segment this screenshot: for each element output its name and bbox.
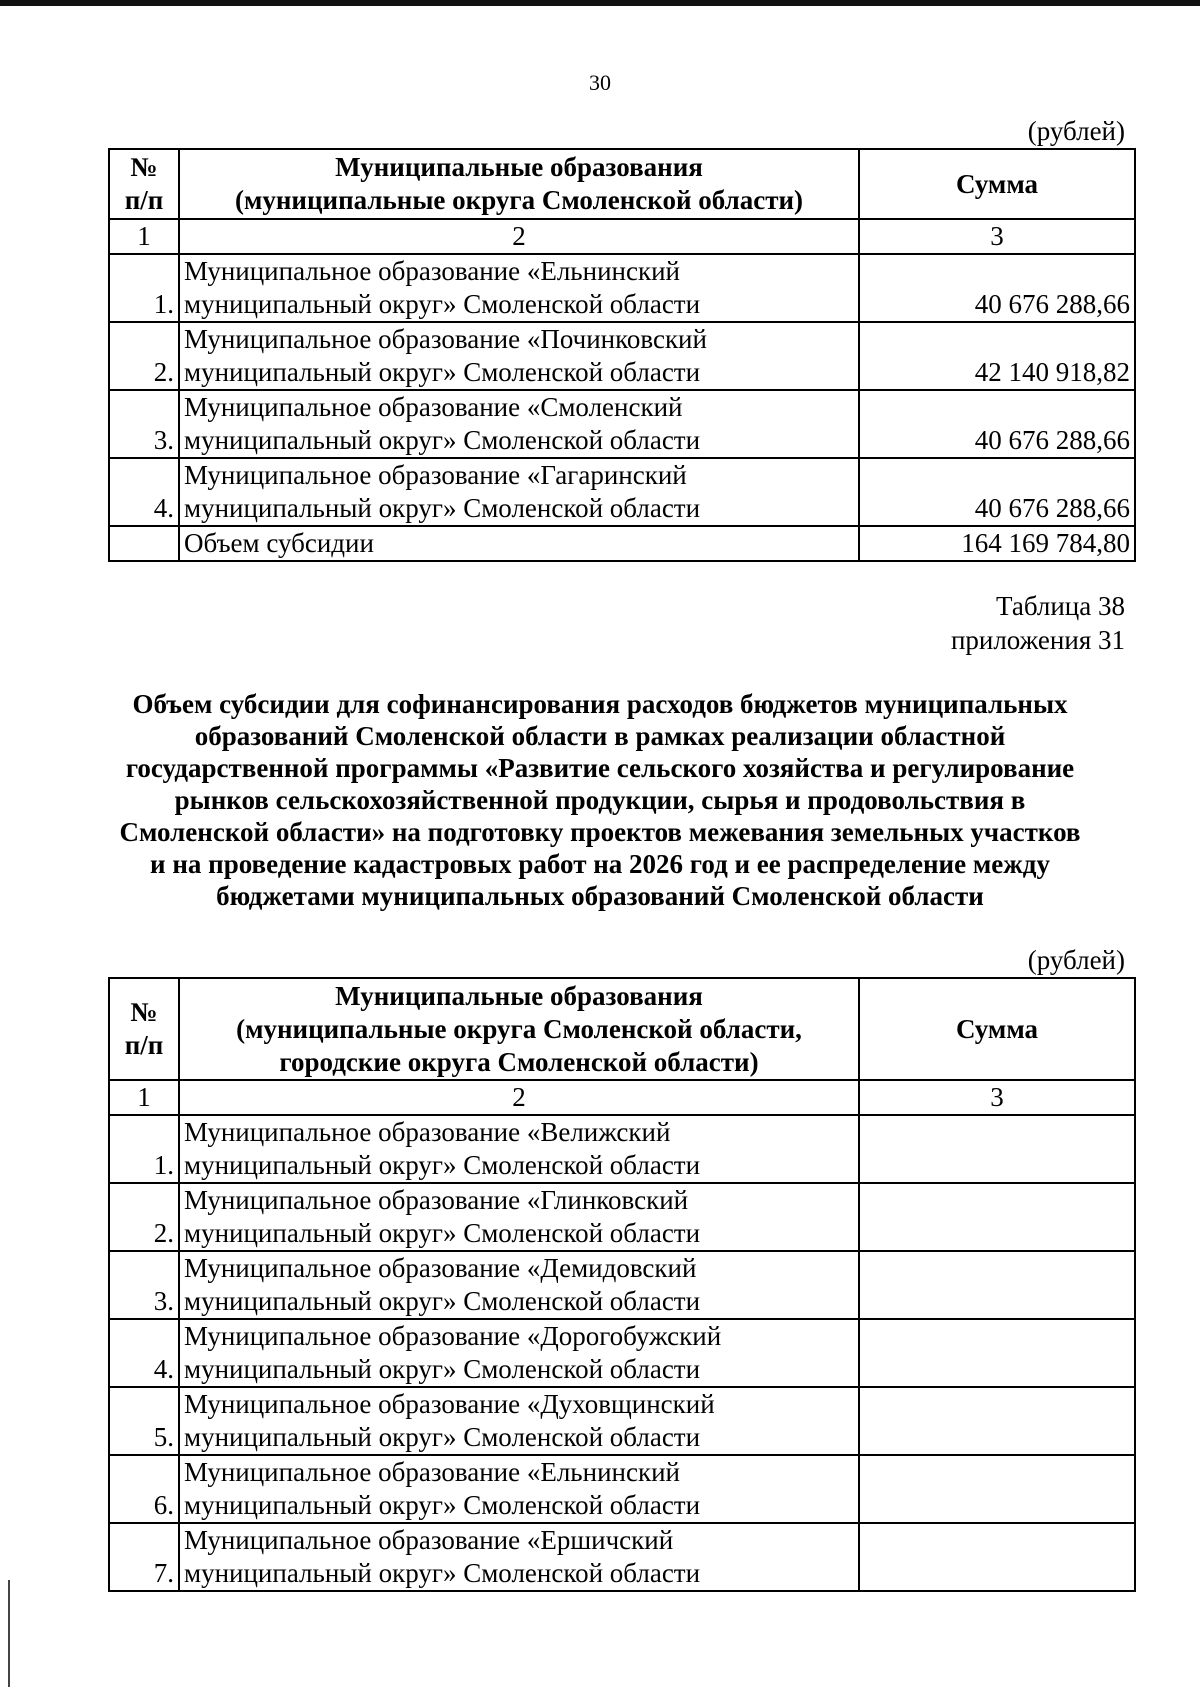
row-sum — [859, 1319, 1135, 1387]
scan-left-mark — [8, 1580, 10, 1687]
table1-index-2: 2 — [179, 219, 859, 254]
table1-header-num: № п/п — [109, 149, 179, 219]
row-name: Муниципальное образование «Починковский муниципальный округ» Смоленской области — [179, 322, 859, 390]
row-name: Муниципальное образование «Ельнинский муниципальный округ» Смоленской области — [179, 254, 859, 322]
row-name: Муниципальное образование «Велижский муниципальный округ» Смоленской области — [179, 1115, 859, 1183]
scan-top-border — [0, 0, 1200, 6]
row-sum — [859, 1251, 1135, 1319]
row-number: 5. — [109, 1387, 179, 1455]
total-label: Объем субсидии — [179, 526, 859, 561]
row-number: 4. — [109, 1319, 179, 1387]
row-number: 6. — [109, 1455, 179, 1523]
row-sum: 40 676 288,66 — [859, 390, 1135, 458]
table-row — [109, 322, 1135, 390]
row-name: Муниципальное образование «Ершичский муниципальный округ» Смоленской области — [179, 1523, 859, 1591]
table2-index-2: 2 — [179, 1080, 859, 1115]
row-number: 1. — [109, 1115, 179, 1183]
row-name: Муниципальное образование «Демидовский муниципальный округ» Смоленской области — [179, 1251, 859, 1319]
page-number: 30 — [589, 70, 611, 95]
row-number: 7. — [109, 1523, 179, 1591]
table-row — [109, 1523, 1135, 1591]
table1-index-1: 1 — [109, 219, 179, 254]
row-name: Муниципальное образование «Ельнинский муниципальный округ» Смоленской области — [179, 1455, 859, 1523]
row-sum: 40 676 288,66 — [859, 254, 1135, 322]
table-row — [109, 254, 1135, 322]
row-name: Муниципальное образование «Гагаринский муниципальный округ» Смоленской области — [179, 458, 859, 526]
table2 — [108, 977, 1136, 1592]
table2-unit: (рублей) — [1027, 945, 1125, 975]
row-sum — [859, 1115, 1135, 1183]
total-empty-cell — [109, 526, 179, 561]
table2-index-1: 1 — [109, 1080, 179, 1115]
row-number: 2. — [109, 1183, 179, 1251]
row-number: 4. — [109, 458, 179, 526]
row-name: Муниципальное образование «Смоленский муниципальный округ» Смоленской области — [179, 390, 859, 458]
total-sum: 164 169 784,80 — [859, 526, 1135, 561]
row-sum — [859, 1183, 1135, 1251]
document-title: Объем субсидии для софинансирования расходов бюджетов муниципальных образований Смоленской области в рамках реализации областной государственной программы «Развитие сельского хозяйства и регулирование рынков сельскохозяйственной продукции, сырья и продовольствия в Смоленской области» на подготовку проектов межевания земельных участков и на проведение кадастровых работ на 2026 год и ее распределение между бюджетами муниципальных образований Смоленской области — [119, 689, 1081, 911]
table-row — [109, 1183, 1135, 1251]
row-name: Муниципальное образование «Дорогобужский муниципальный округ» Смоленской области — [179, 1319, 859, 1387]
table-row — [109, 1455, 1135, 1523]
table-row — [109, 1319, 1135, 1387]
table-reference — [951, 589, 1125, 657]
table2-header-row — [109, 978, 1135, 1080]
row-sum — [859, 1387, 1135, 1455]
table1-index-3: 3 — [859, 219, 1135, 254]
table-row — [109, 1115, 1135, 1183]
row-sum — [859, 1523, 1135, 1591]
table2-header-name: Муниципальные образования (муниципальные округа Смоленской области, городские округа Смоленской области) — [179, 978, 859, 1080]
row-name: Муниципальное образование «Духовщинский муниципальный округ» Смоленской области — [179, 1387, 859, 1455]
table-row — [109, 1387, 1135, 1455]
row-sum — [859, 1455, 1135, 1523]
table-row — [109, 1251, 1135, 1319]
table-row — [109, 390, 1135, 458]
table2-header-sum: Сумма — [859, 978, 1135, 1080]
table1-total-row — [109, 526, 1135, 561]
table1-header-name: Муниципальные образования (муниципальные округа Смоленской области) — [179, 149, 859, 219]
table1 — [108, 148, 1136, 562]
table1-index-row — [109, 219, 1135, 254]
row-sum: 42 140 918,82 — [859, 322, 1135, 390]
row-number: 2. — [109, 322, 179, 390]
table-reference-number: Таблица 38 — [996, 591, 1125, 621]
table-row — [109, 458, 1135, 526]
row-number: 3. — [109, 390, 179, 458]
table1-header-sum: Сумма — [859, 149, 1135, 219]
table2-index-row — [109, 1080, 1135, 1115]
row-sum: 40 676 288,66 — [859, 458, 1135, 526]
table1-header-row — [109, 149, 1135, 219]
row-number: 1. — [109, 254, 179, 322]
row-name: Муниципальное образование «Глинковский муниципальный округ» Смоленской области — [179, 1183, 859, 1251]
row-number: 3. — [109, 1251, 179, 1319]
table1-unit: (рублей) — [1027, 116, 1125, 146]
table-reference-appendix: приложения 31 — [950, 625, 1125, 655]
table2-header-num: № п/п — [109, 978, 179, 1080]
table2-index-3: 3 — [859, 1080, 1135, 1115]
